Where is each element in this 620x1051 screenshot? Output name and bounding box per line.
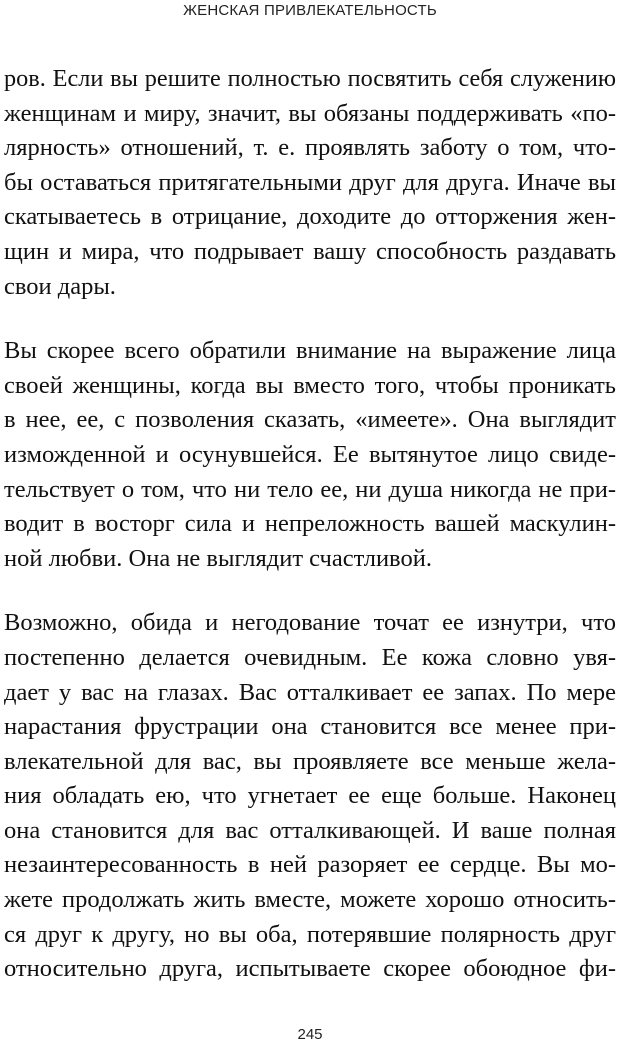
text-line: тельствует о том, что ни тело ее, ни душа никогда не при- [4,475,616,503]
text-line: свои дары. [4,272,116,300]
text-line: Вы скорее всего обратили внимание на выражение лица [4,337,616,365]
text-line: женщинам и миру, значит, вы обязаны поддерживать «по- [4,99,616,127]
text-line: в нее, ее, с позволения сказать, «имеете». Она выглядит [4,406,616,434]
text-line: изможденной и осунувшейся. Ее вытянутое лицо свиде- [4,440,616,468]
text-line: ния обладать ею, что угнетает ее еще больше. Наконец [4,782,616,810]
text-line: дает у вас на глазах. Вас отталкивает ее запах. По мере [4,678,616,706]
text-line: Возможно, обида и негодование точат ее изнутри, что [4,609,616,637]
text-line: влекательной для вас, вы проявляете все меньше жела- [4,747,616,775]
running-header: ЖЕНСКАЯ ПРИВЛЕКАТЕЛЬНОСТЬ [183,2,437,19]
text-line: щин и мира, что подрывает вашу способность раздавать [4,237,616,265]
text-line: постепенно делается очевидным. Ее кожа словно увя- [4,643,616,671]
page-body [4,62,616,987]
text-line: нарастания фрустрации она становится все менее при- [4,713,616,741]
text-line: относительно друга, испытываете скорее обоюдное фи- [4,955,616,983]
text-line: ся друг к другу, но вы оба, потерявшие полярность друг [4,920,616,948]
paragraph-3 [4,606,616,987]
text-line: незаинтересованность в ней разоряет ее сердце. Вы мо- [4,851,616,879]
paragraph-1 [4,62,616,304]
text-line: ной любви. Она не выглядит счастливой. [4,544,432,572]
paragraph-2 [4,334,616,576]
text-line: жете продолжать жить вместе, можете хорошо относить- [4,886,616,914]
text-line: водит в восторг сила и непреложность вашей маскулин- [4,510,616,538]
text-line: бы оставаться притягательными друг для друга. Иначе вы [4,168,616,196]
page-number: 245 [297,1026,323,1043]
text-line: лярность» отношений, т. е. проявлять заботу о том, что- [4,134,616,162]
text-line: скатываетесь в отрицание, доходите до отторжения жен- [4,203,616,231]
text-line: своей женщины, когда вы вместо того, чтобы проникать [4,371,616,399]
text-line: она становится для вас отталкивающей. И ваше полная [4,816,616,844]
text-line: ров. Если вы решите полностью посвятить себя служению [4,65,616,92]
